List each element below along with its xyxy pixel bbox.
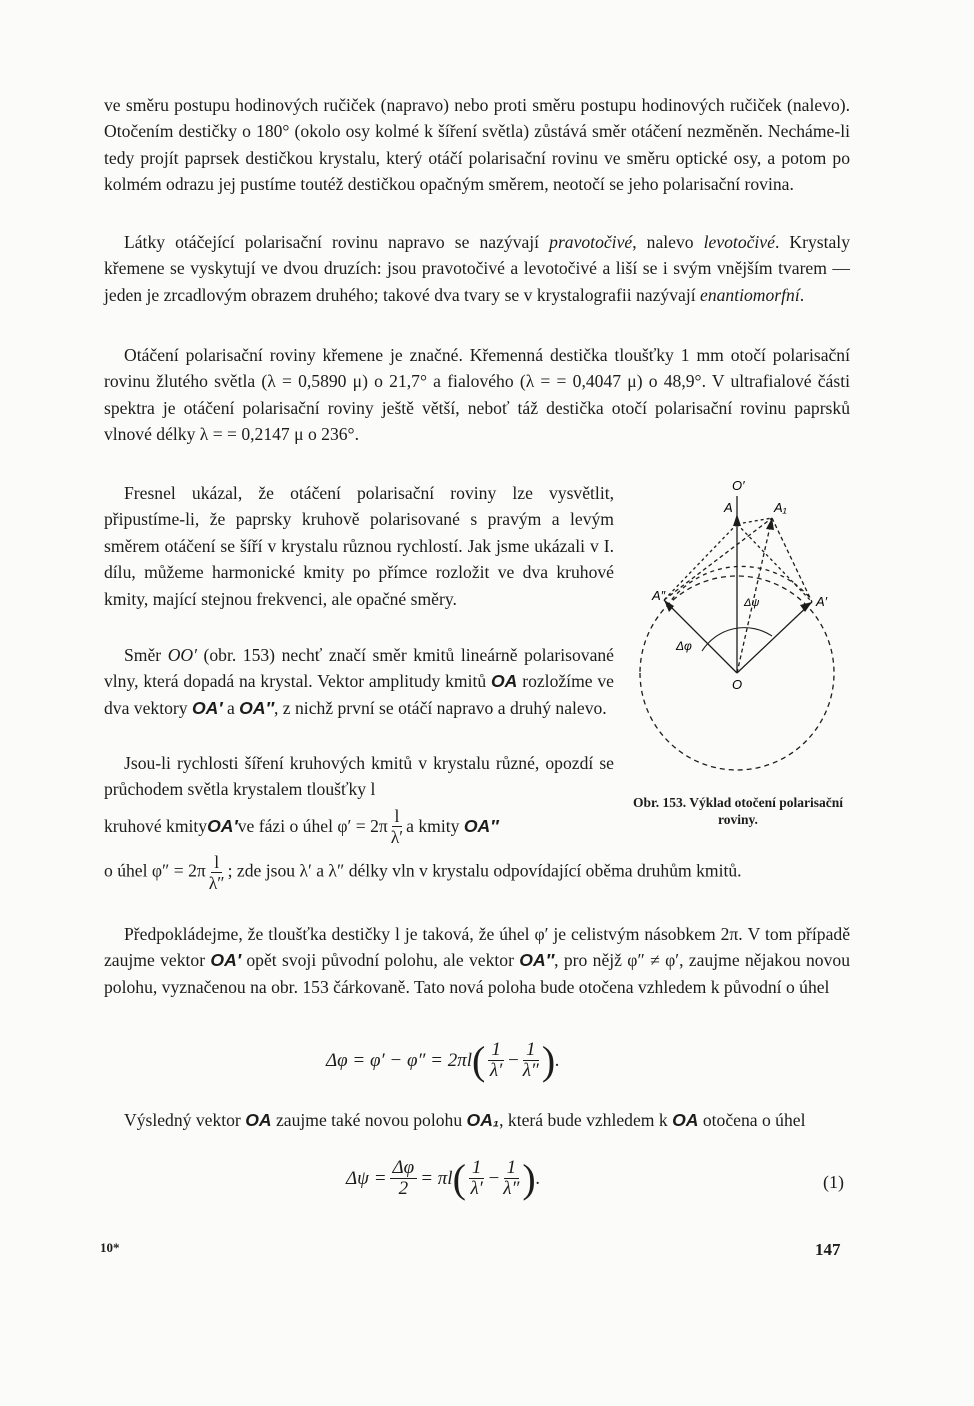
fraction-phi1: $\frac{l}{\lambda'}$: [390, 806, 404, 847]
term-enantiomorfni: enantiomorfní: [700, 284, 800, 305]
label-A-dbl: A″: [652, 588, 666, 603]
paragraph-6: Jsou-li rychlosti šíření kruhových kmitů v krystalu různé, opozdí se průchodem světla krystalem tloušťky l: [104, 753, 614, 800]
figure-153: [632, 476, 844, 786]
vector-OA-prime: [737, 602, 812, 673]
paragraph-9: Předpokládejme, že tloušťka destičky l je taková, že úhel φ′ je celistvým násobkem 2π. V tom případě zaujme vektor OA′ opět svoji původní polohu, ale vektor OA″, pro nějž φ″ ≠ φ′, zaujme nějakou novou polohu, vyznačenou na obr. 153 čárkovaně. Tato nová poloha bude otočena vzhledem k původní o úhel: [104, 924, 850, 997]
label-O: O: [732, 677, 743, 692]
vector-OA1: [737, 518, 772, 673]
term-pravotocive: pravotočivé: [549, 232, 633, 252]
equation-delta-psi: Δψ = $\frac{\Delta\varphi}{2}$ = πl ( $\frac{1}{\lambda'}$ − $\frac{1}{\lambda''}$ ) .: [346, 1155, 541, 1201]
fraction-phi2: $\frac{l}{\lambda''}$: [208, 852, 225, 893]
signature-mark: 10*: [100, 1240, 120, 1255]
vector-OA-dbl: [664, 600, 737, 673]
large-arc: [667, 566, 810, 606]
paragraph-4: Fresnel ukázal, že otáčení polarisační roviny lze vysvětlit, připustíme-li, že paprsky kruhově polarisované s pravým a levým směrem otáčení se šíří v krystalu různou rychlostí. Jak jsme ukázali v I. dílu, můžeme harmonické kmity po přímce rozložit ve dva kruhové kmity, mající stejnou frekvenci, ale opačné směry.: [104, 483, 614, 609]
paragraph-10: Výsledný vektor OA zaujme také novou polohu OA₁, která bude vzhledem k OA otočena o úhel: [124, 1110, 806, 1130]
term-levotocive: levotočivé: [703, 232, 775, 252]
label-dphi: Δφ: [676, 639, 692, 653]
label-dpsi: Δψ: [744, 597, 760, 609]
paragraph-3: Otáčení polarisační roviny křemene je značné. Křemenná destička tloušťky 1 mm otočí polarisační rovinu žlutého světla (λ = 0,5890 μ) o 21,7° a fialového (λ = = 0,4047 μ) o 48,9°. V ultrafialové části spektra je otáčení polarisační roviny ještě větší, neboť táž destička otočí polarisační rovinu paprsků vlnové délky λ = = 0,2147 μ o 236°.: [104, 345, 850, 445]
label-A: A: [724, 500, 733, 515]
label-O-top: O′: [732, 478, 745, 493]
equation-delta-phi: Δφ = φ′ − φ″ = 2πl ( $\frac{1}{\lambda'}$ − $\frac{1}{\lambda''}$ ) .: [326, 1037, 560, 1083]
paragraph-2: Látky otáčející polarisační rovinu napravo se nazývají pravotočivé, nalevo levotočivé. Krystaly křemene se vyskytují ve dvou druzích: jsou pravotočivé a levotočivé a liší se i svým vnějším tvarem — jeden je zrcadlovým obrazem druhého; takové dva tvary se v krystalografii nazývají enantiomorfní.: [104, 232, 850, 305]
page-number: 147: [815, 1240, 841, 1259]
paragraph-7: kruhové kmity OA′ ve fázi o úhel φ′ = 2π $\frac{l}{\lambda'}$ a kmity OA″: [104, 806, 499, 847]
paragraph-5: Směr OO′ (obr. 153) nechť značí směr kmitů lineárně polarisované vlny, která dopadá na krystal. Vektor amplitudy kmitů OA rozložíme ve dva vektory OA′ a OA″, z nichž první se otáčí napravo a druhý nalevo.: [104, 645, 614, 718]
label-A1: A₁: [774, 500, 787, 515]
figure-caption: Obr. 153. Výklad otočení polarisační roviny.: [632, 795, 844, 827]
label-A-prime: A′: [816, 594, 828, 609]
paragraph-1: ve směru postupu hodinových ručiček (napravo) nebo proti směru postupu hodinových ručiček (nalevo). Otočením destičky o 180° (okolo osy kolmé k šíření světla) zůstává směr otáčení nezměněn. Necháme-li tedy projít paprsek destičkou krystalu, který otáčí polarisační rovinu ve směru optické osy, a potom po kolmém odrazu jej pustíme toutéž destičkou opačným směrem, neotočí se jeho polarisační rovina.: [104, 95, 850, 195]
paragraph-8: o úhel φ″ = 2π $\frac{l}{\lambda''}$ ; zde jsou λ′ a λ″ délky vln v krystalu odpovídající oběma druhům kmitů.: [104, 852, 742, 893]
equation-number: (1): [823, 1172, 844, 1192]
